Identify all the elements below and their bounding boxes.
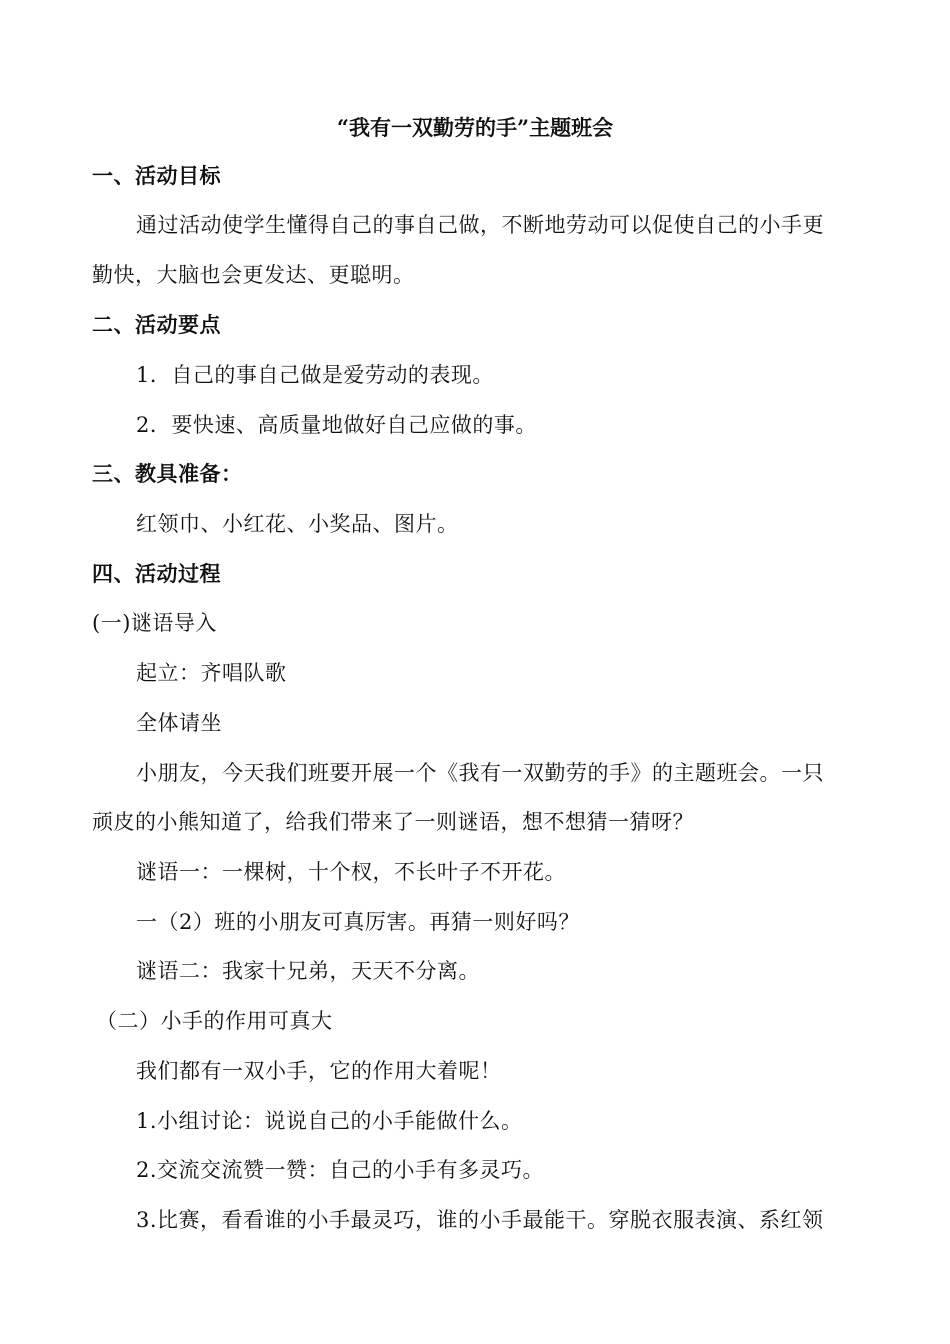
paragraph-intro-line-2: 顽皮的小熊知道了，给我们带来了一则谜语，想不想猜一猜呀？ bbox=[92, 810, 694, 834]
paragraph-riddle-1: 谜语一：一棵树，十个杈，不长叶子不开花。 bbox=[136, 860, 566, 884]
list-item-1: 1.小组讨论：说说自己的小手能做什么。 bbox=[136, 1109, 523, 1133]
paragraph-hands: 我们都有一双小手，它的作用大着呢！ bbox=[136, 1059, 502, 1083]
paragraph-tools: 红领巾、小红花、小奖品、图片。 bbox=[136, 512, 459, 536]
paragraph-goal-line-1: 通过活动使学生懂得自己的事自己做，不断地劳动可以促使自己的小手更 bbox=[136, 213, 824, 237]
list-item-3: 3.比赛，看看谁的小手最灵巧，谁的小手最能干。穿脱衣服表演、系红领 bbox=[136, 1208, 824, 1232]
paragraph-goal-line-2: 勤快，大脑也会更发达、更聪明。 bbox=[92, 263, 415, 287]
subsection-heading-riddles: (一)谜语导入 bbox=[92, 611, 217, 635]
document-title: “我有一双勤劳的手”主题班会 bbox=[336, 115, 614, 140]
paragraph-sit: 全体请坐 bbox=[136, 711, 222, 735]
subsection-heading-hands: （二）小手的作用可真大 bbox=[96, 1009, 333, 1033]
paragraph-intro-line-1: 小朋友，今天我们班要开展一个《我有一双勤劳的手》的主题班会。一只 bbox=[136, 761, 824, 785]
section-heading-process: 四、活动过程 bbox=[92, 561, 221, 586]
list-item-2: 2.交流交流赞一赞：自己的小手有多灵巧。 bbox=[136, 1158, 545, 1182]
section-heading-tools: 三、教具准备： bbox=[92, 461, 243, 486]
paragraph-riddle-2: 谜语二：我家十兄弟，天天不分离。 bbox=[136, 959, 480, 983]
section-heading-points: 二、活动要点 bbox=[92, 312, 221, 337]
section-heading-goal: 一、活动目标 bbox=[92, 163, 221, 188]
paragraph-praise: 一（2）班的小朋友可真厉害。再猜一则好吗？ bbox=[136, 910, 580, 934]
paragraph-stand: 起立：齐唱队歌 bbox=[136, 661, 287, 685]
point-item-1: 1．自己的事自己做是爱劳动的表现。 bbox=[136, 363, 494, 387]
point-item-2: 2．要快速、高质量地做好自己应做的事。 bbox=[136, 413, 537, 437]
